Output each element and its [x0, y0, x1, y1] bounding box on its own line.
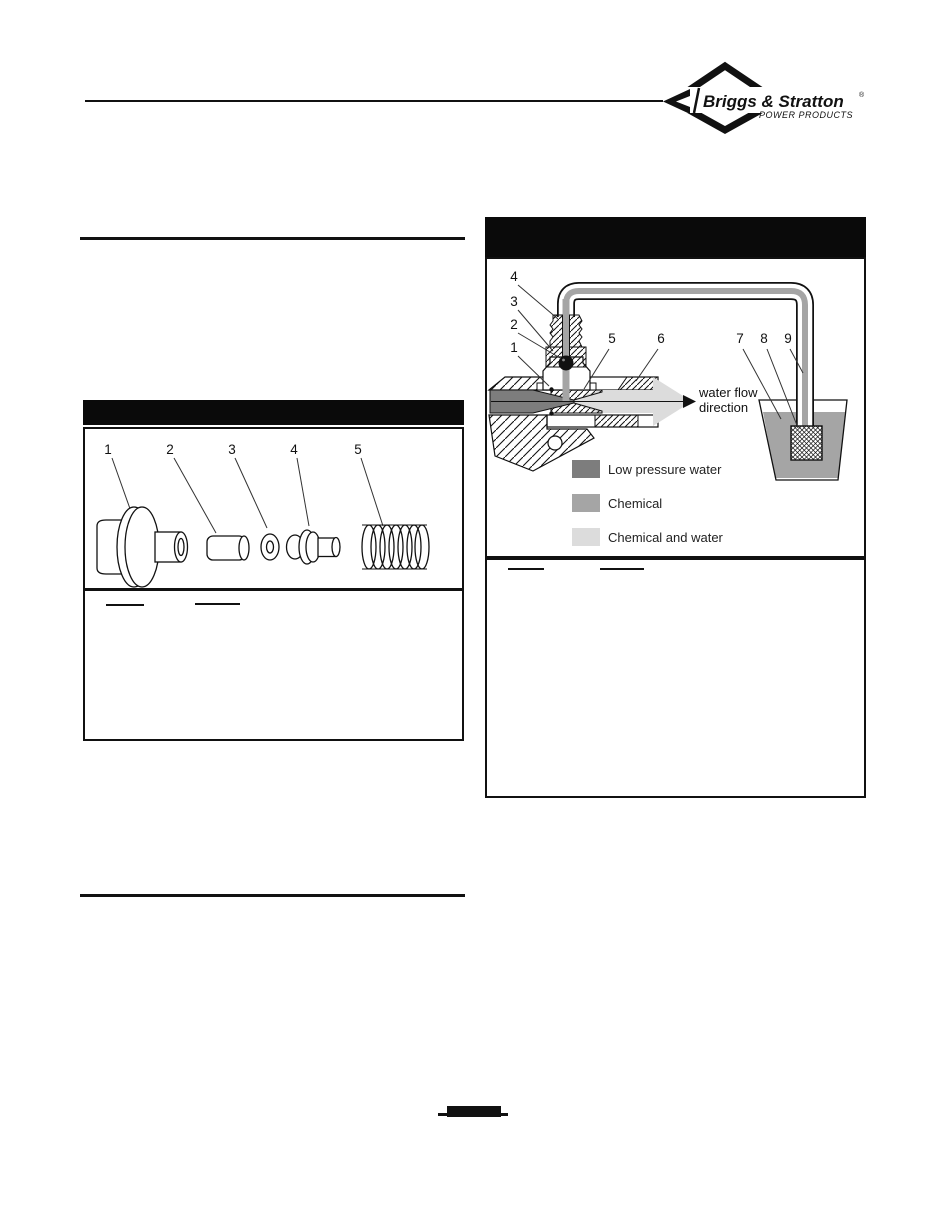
left-figure-panel [83, 427, 464, 590]
callout-5: 5 [354, 442, 362, 457]
part-o-ring [261, 534, 279, 560]
callout-2: 2 [166, 442, 174, 457]
chemical-injection-figure [487, 259, 864, 556]
check-ball [559, 356, 574, 371]
water-flow-label-line2: direction [699, 400, 749, 415]
redacted-heading-underline [106, 604, 144, 606]
callout-4: 4 [290, 442, 298, 457]
part-fitting [287, 530, 341, 564]
callout-1: 1 [510, 340, 518, 355]
left-notes-panel [83, 589, 464, 741]
callout-2: 2 [510, 317, 518, 332]
part-pin [207, 536, 249, 560]
left-section-rule-top [80, 237, 465, 240]
callout-4: 4 [510, 269, 518, 284]
callout-3: 3 [510, 294, 518, 309]
legend-swatch-chemical [572, 494, 600, 512]
nozzle-parts-figure [85, 429, 462, 588]
legend-label-low-pressure-water: Low pressure water [608, 462, 722, 477]
left-section-rule-bottom [80, 894, 465, 897]
callout-7: 7 [736, 331, 744, 346]
part-spring [362, 525, 429, 569]
water-flow-label-line1: water flow [699, 385, 758, 400]
callout-5: 5 [608, 331, 616, 346]
logo-brand-text: Briggs & Stratton [703, 92, 844, 111]
part-numbers [104, 442, 362, 457]
logo-tagline-text: POWER PRODUCTS [758, 110, 853, 120]
legend-swatch-chemical-and-water [572, 528, 600, 546]
body-hole [548, 436, 562, 450]
redacted-heading-underline [508, 568, 544, 570]
right-notes-panel [485, 558, 866, 798]
callout-8: 8 [760, 331, 768, 346]
figure-legend [572, 460, 724, 546]
header-rule [85, 100, 700, 102]
footer-redaction-bar [447, 1106, 501, 1117]
callout-6: 6 [657, 331, 665, 346]
logo-registered-mark: ® [859, 92, 865, 99]
callout-3: 3 [228, 442, 236, 457]
legend-label-chemical-and-water: Chemical and water [608, 530, 723, 545]
redacted-heading-underline [195, 603, 240, 605]
callout-1: 1 [104, 442, 112, 457]
part-nozzle-body [97, 507, 188, 587]
left-figure-header-bar [83, 400, 464, 425]
strainer [791, 426, 822, 460]
briggs-stratton-logo [663, 60, 875, 138]
right-figure-header-bar [485, 217, 866, 257]
injector-assembly [489, 299, 692, 471]
right-figure-panel [485, 257, 866, 558]
legend-swatch-low-pressure-water [572, 460, 600, 478]
redacted-heading-underline [600, 568, 644, 570]
legend-label-chemical: Chemical [608, 496, 663, 511]
callout-9: 9 [784, 331, 792, 346]
flow-arrowhead-icon [683, 395, 696, 408]
